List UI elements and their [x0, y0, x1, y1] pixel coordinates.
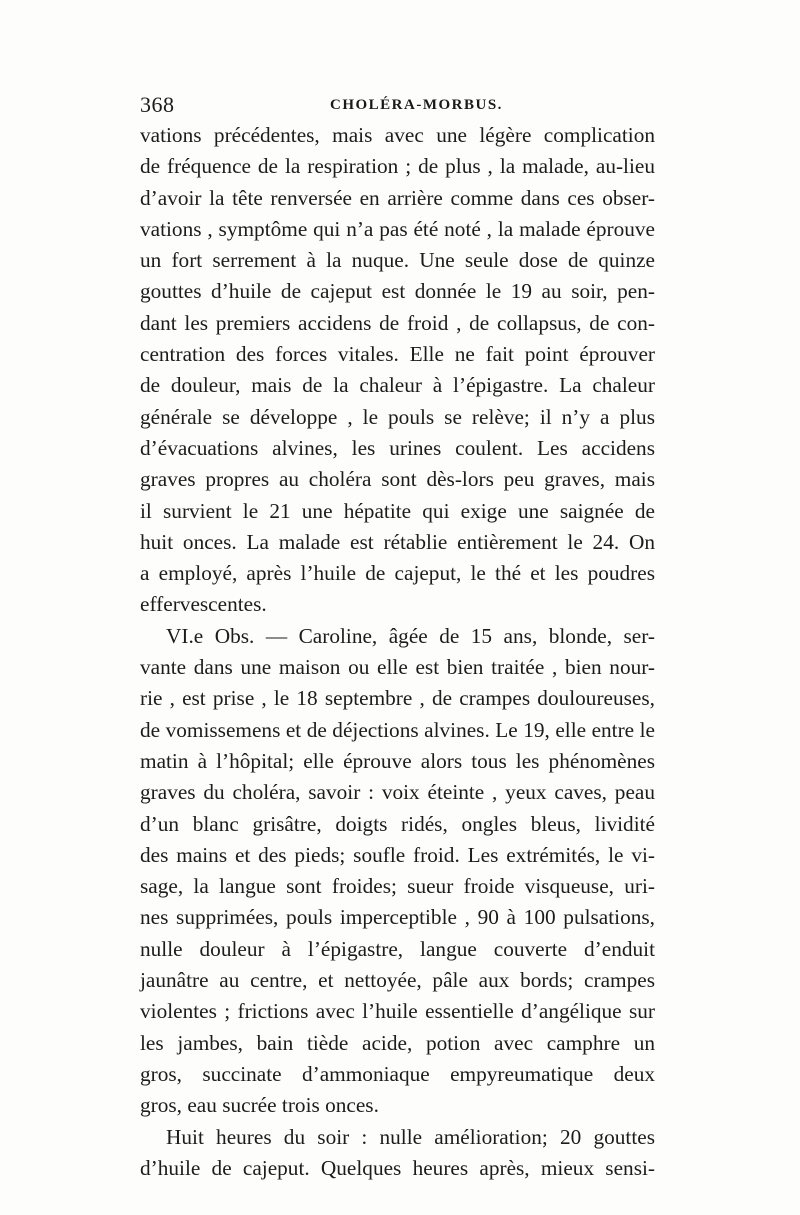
text-line: vations précédentes, mais avec une légère complication	[140, 123, 655, 147]
text-line: les jambes, bain tiède acide, potion avec camphre un	[140, 1030, 655, 1055]
text-line: graves propres au choléra sont dès-lors peu graves, mais	[140, 467, 655, 492]
observation-heading-line: VI.e Obs. — Caroline, âgée de 15 ans, blonde, ser-	[166, 623, 655, 648]
running-head: CHOLÉRA-MORBUS.	[330, 97, 503, 113]
paragraph-end-line: gros, eau sucrée trois onces.	[140, 1093, 379, 1118]
text-line: violentes ; frictions avec l’huile essentielle d’angélique sur	[140, 999, 655, 1024]
text-line: gouttes d’huile de cajeput est donnée le 19 au soir, pen-	[140, 279, 655, 304]
text-line: jaunâtre au centre, et nettoyée, pâle aux bords; crampes	[140, 968, 655, 993]
text-line: gros, succinate d’ammoniaque empyreumatique deux	[140, 1061, 655, 1086]
page-number: 368	[140, 92, 175, 117]
text-line: dant les premiers accidens de froid , de collapsus, de con-	[140, 310, 655, 335]
page-header	[140, 92, 660, 122]
text-line: graves du choléra, savoir : voix éteinte , yeux caves, peau	[140, 780, 655, 805]
text-line: d’un blanc grisâtre, doigts ridés, ongles bleus, lividité	[140, 811, 655, 836]
text-line: nulle douleur à l’épigastre, langue couverte d’enduit	[140, 936, 655, 961]
body-text	[140, 120, 655, 1184]
text-line: un fort serrement à la nuque. Une seule dose de quinze	[140, 248, 655, 273]
text-line: centration des forces vitales. Elle ne fait point éprouver	[140, 342, 655, 367]
text-line: des mains et des pieds; soufle froid. Les extrémités, le vi-	[140, 842, 655, 867]
paragraph-end-line: effervescentes.	[140, 592, 267, 617]
text-line: huit onces. La malade est rétablie entièrement le 24. On	[140, 529, 655, 554]
text-line: il survient le 21 une hépatite qui exige une saignée de	[140, 498, 655, 523]
text-line: d’avoir la tête renversée en arrière comme dans ces obser-	[140, 185, 655, 210]
text-line: de douleur, mais de la chaleur à l’épigastre. La chaleur	[140, 373, 655, 398]
text-line: de vomissemens et de déjections alvines. Le 19, elle entre le	[140, 717, 655, 742]
text-line: sage, la langue sont froides; sueur froide visqueuse, uri-	[140, 874, 655, 899]
text-line: d’évacuations alvines, les urines coulent. Les accidens	[140, 435, 655, 460]
text-line: matin à l’hôpital; elle éprouve alors tous les phénomènes	[140, 748, 655, 773]
text-line: nes supprimées, pouls imperceptible , 90 à 100 pulsations,	[140, 905, 655, 930]
text-line: Huit heures du soir : nulle amélioration; 20 gouttes	[166, 1124, 655, 1149]
text-line: a employé, après l’huile de cajeput, le thé et les poudres	[140, 561, 655, 586]
text-line: rie , est prise , le 18 septembre , de crampes douloureuses,	[140, 686, 655, 711]
text-line: vations , symptôme qui n’a pas été noté , la malade éprouve	[140, 216, 655, 241]
text-line: vante dans une maison ou elle est bien traitée , bien nour-	[140, 655, 655, 680]
text-line: générale se développe , le pouls se relève; il n’y a plus	[140, 404, 655, 429]
text-line: de fréquence de la respiration ; de plus , la malade, au-lieu	[140, 154, 655, 179]
text-line: d’huile de cajeput. Quelques heures après, mieux sensi-	[140, 1155, 655, 1180]
